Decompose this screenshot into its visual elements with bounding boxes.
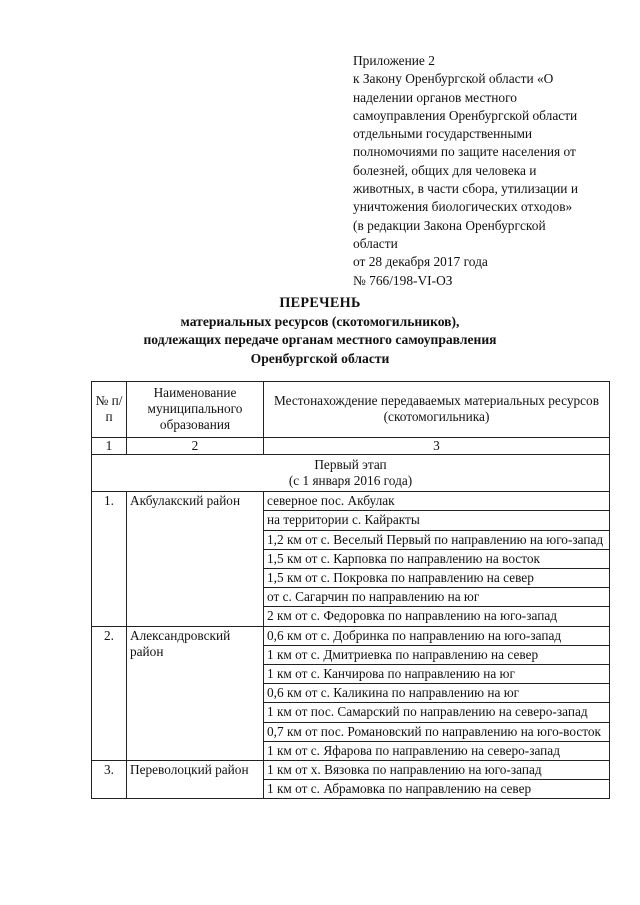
column-number: 2 <box>127 437 264 454</box>
appendix-line: болезней, общих для человека и <box>353 162 537 178</box>
stage-row <box>92 454 610 491</box>
appendix-line: № 766/198-VI-ОЗ <box>353 272 453 288</box>
location-cell: 1,5 км от с. Покровка по направлению на север <box>264 569 610 588</box>
stage-date: (с 1 января 2016 года) <box>288 473 413 489</box>
location-cell: северное пос. Акбулак <box>264 492 610 511</box>
table-row <box>92 626 610 645</box>
location-cell: 1 км от с. Абрамовка по направлению на север <box>264 780 610 799</box>
table-row <box>92 492 610 511</box>
municipality-name: Переволоцкий район <box>127 761 264 799</box>
title-main: ПЕРЕЧЕНЬ <box>279 295 361 311</box>
header-location: Местонахождение передаваемых материальных ресурсов (скотомогильника) <box>264 382 610 438</box>
location-cell: 0,6 км от с. Каликина по направлению на юг <box>264 684 610 703</box>
location-cell: 1 км от с. Канчирова по направлению на юг <box>264 665 610 684</box>
row-number: 2. <box>92 626 127 760</box>
location-cell: на территории с. Кайракты <box>264 511 610 530</box>
appendix-line: Приложение 2 <box>353 53 435 68</box>
column-number-row <box>92 437 610 454</box>
location-cell: от с. Сагарчин по направлению на юг <box>264 588 610 607</box>
municipality-name: Акбулакский район <box>127 492 264 626</box>
title-line-2: подлежащих передаче органам местного самоуправления <box>143 332 497 347</box>
location-cell: 1,5 км от с. Карповка по направлению на восток <box>264 549 610 568</box>
location-cell: 1 км от с. Яфарова по направлению на северо-запад <box>264 741 610 760</box>
header-num: № п/п <box>92 382 127 438</box>
appendix-line: области <box>353 235 398 251</box>
location-cell: 1,2 км от с. Веселый Первый по направлению на юго-запад <box>264 530 610 549</box>
column-number: 1 <box>92 437 127 454</box>
location-cell: 0,7 км от пос. Романовский по направлению на юго-восток <box>264 722 610 741</box>
header-name: Наименование муниципального образования <box>127 382 264 438</box>
table-header-row <box>92 382 610 438</box>
municipality-name: Александровский район <box>127 626 264 760</box>
appendix-line: отдельными государственными <box>353 126 533 142</box>
location-cell: 1 км от х. Вязовка по направлению на юго-запад <box>264 761 610 780</box>
appendix-line: (в редакции Закона Оренбургской <box>353 217 546 233</box>
appendix-header <box>353 52 623 290</box>
appendix-line: от 28 декабря 2017 года <box>353 254 488 270</box>
appendix-line: к Закону Оренбургской области «О <box>353 71 554 87</box>
appendix-line: уничтожения биологических отходов» <box>353 199 573 215</box>
location-cell: 1 км от пос. Самарский по направлению на северо-запад <box>264 703 610 722</box>
resources-table <box>91 381 610 799</box>
stage-title: Первый этап <box>314 456 387 472</box>
appendix-line: полномочиями по защите населения от <box>353 144 576 160</box>
location-cell: 2 км от с. Федоровка по направлению на юго-запад <box>264 607 610 626</box>
appendix-line: наделении органов местного <box>353 89 517 105</box>
appendix-line: животных, в части сбора, утилизации и <box>353 181 578 197</box>
title-line-3: Оренбургской области <box>250 350 390 366</box>
stage-cell <box>92 454 610 491</box>
row-number: 3. <box>92 761 127 799</box>
document-title <box>0 294 640 368</box>
location-cell: 0,6 км от с. Добринка по направлению на юго-запад <box>264 626 610 645</box>
title-line-1: материальных ресурсов (скотомогильников), <box>180 313 460 329</box>
column-number: 3 <box>264 437 610 454</box>
table-row <box>92 761 610 780</box>
location-cell: 1 км от с. Дмитриевка по направлению на север <box>264 645 610 664</box>
appendix-line: самоуправления Оренбургской области <box>353 107 578 123</box>
row-number: 1. <box>92 492 127 626</box>
